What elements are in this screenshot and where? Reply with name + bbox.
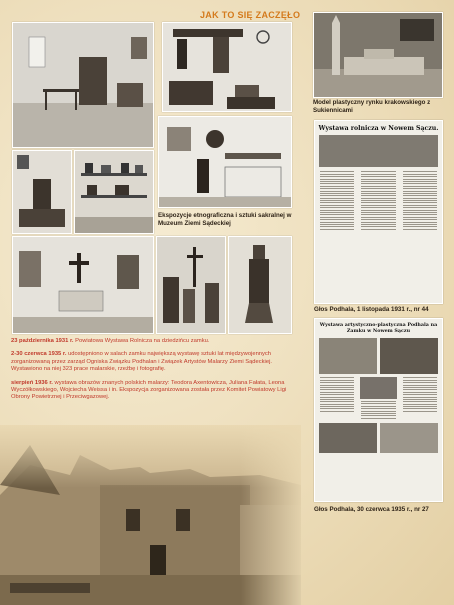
newspaper-1931-headline: Wystawa rolnicza w Nowem Sączu. xyxy=(318,125,439,132)
caption-krakow-model: Model plastyczny rynku krakowskiego z Sukiennicami xyxy=(313,99,431,114)
event-1935: 2-30 czerwca 1935 r. udostępniono w salach zamku największą wystawę sztuki lat międzywojennych zorganizowaną przez zarząd Ogniska Związku Podhalan i Związek Artystów Malarzy Ziemi Sądeckiej. Wystawiono na niej 323 prace malarskie, rzeźbę i fotografię. xyxy=(11,351,272,373)
photo-sacral-room xyxy=(156,236,226,334)
event-1931: 23 października 1931 r. Powiatowa Wystawa Rolnicza na dziedzińcu zamku. xyxy=(11,338,210,344)
newspaper-1931-columns xyxy=(315,170,442,231)
photo-krakow-market-model xyxy=(313,12,443,98)
caption-newspaper-1935: Głos Podhala, 30 czerwca 1935 r., nr 27 xyxy=(314,506,429,513)
photo-chapel-altar xyxy=(12,236,154,334)
photo-display-cases xyxy=(158,116,292,208)
photo-ethnographic-wall xyxy=(162,22,292,112)
newspaper-1935-headline: Wystawa artystyczno-plastyczna Podhala na Zamku w Nowem Sączu xyxy=(319,322,438,334)
event-1936: sierpień 1936 r. wystawa obrazów znanych polskich malarzy: Teodora Axentowicza, Juliana Fałata, Leona Wyczółkowskiego, Wojciecha Weissa i in. Ekspozycja zorganizowana została przez Komitet Powiatowy Ligi Obrony Powietrznej i Przeciwgazowej. xyxy=(11,379,287,401)
photo-castle-ruins xyxy=(0,425,301,605)
newspaper-1931-photo xyxy=(319,135,438,167)
events-text xyxy=(11,338,299,408)
photo-carved-figure xyxy=(228,236,292,334)
photo-room-interior xyxy=(12,22,154,148)
caption-exhibition: Ekspozycje etnograficzna i sztuki sakralnej w Muzeum Ziemi Sądeckiej xyxy=(158,212,292,227)
newspaper-1935 xyxy=(314,318,443,502)
newspaper-1931 xyxy=(314,120,443,304)
photo-costumes xyxy=(12,150,72,234)
newspaper-1935-columns xyxy=(315,376,442,420)
caption-newspaper-1931: Głos Podhala, 1 listopada 1931 r., nr 44 xyxy=(314,306,429,313)
photo-shelves xyxy=(74,150,154,234)
page-title: JAK TO SIĘ ZACZĘŁO xyxy=(200,10,301,20)
newspaper-1935-images xyxy=(319,338,438,374)
